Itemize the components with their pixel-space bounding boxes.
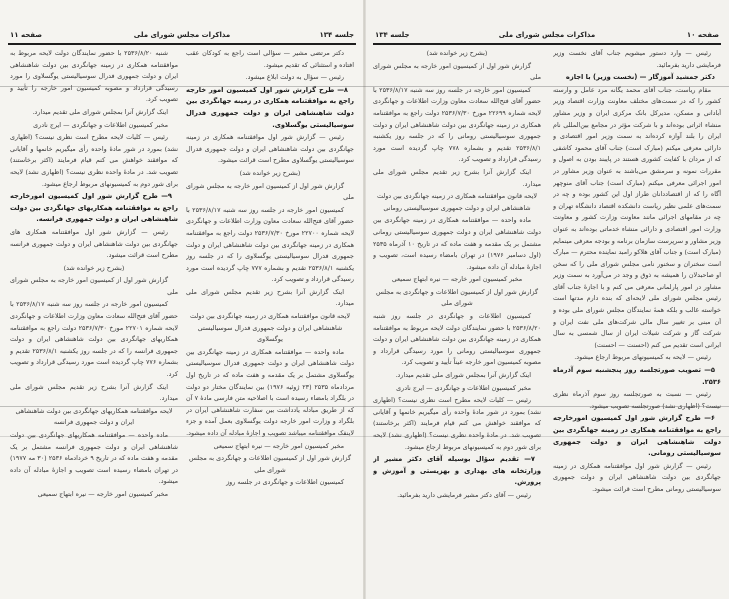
paragraph: ماده واحده — موافقتنامه همکاریهای جهانگردی بین دولت شاهنشاهی ایران و دولت جمهوری فرانسه مشتمل بر یک مقدمه و هفت ماده که در تاریخ ۹ خردادماه ۲۵۳۶ (۳۰ مه ۱۹۷۷) در تهران بامضاء رسیده است تصویب و اجازهٔ مبادله آن داده میشود. — [10, 431, 178, 486]
paragraph: رئیس — وارد دستور میشویم جناب آقای نخست وزیر فرمایشی دارید بفرمائید. — [553, 49, 721, 69]
paragraph: رئیس — گزارش شور اول موافقتنامه همکاری های جهانگردی بین دولت شاهنشاهی ایران و دولت جمهوری فرانسه مطرح است قرائت میشود. — [10, 227, 178, 260]
paragraph: رئیس — لایحه به کمیسیونهای مربوط ارجاع میشود. — [574, 353, 711, 362]
centered-caption: (بشرح زیر خوانده شد) — [426, 49, 488, 57]
paragraph: کمیسیون امور خارجه در جلسه روز سه شنبه ۲۵۳۶/۸/۱۷ با حضور آقای فتح‌الله سعادت معاون وزارت اطلاعات و جهانگردی لایحه شماره ۲۲۷۰۱ مورخ ۲۵۳۶/۷/۳۰ دولت راجع به موافقتنامه همکاریهای جهانگردی بین دولت شاهنشاهی ایران و دولت جمهوری فرانسه را که در جلسه روز یکشنبه ۲۵۳۶/۸/۱ تقدیم و بشماره ۷۷۶ چاپ گردیده است مورد رسیدگی قرارداد و تصویب کرد. — [10, 300, 178, 379]
centered-caption: گزارش شور اول از کمیسیون اطلاعات و جهانگردی به مجلس شورای ملی — [376, 287, 538, 308]
page-header — [10, 31, 354, 43]
page-fold — [363, 0, 366, 599]
text-column-right — [553, 48, 721, 587]
section-heading: ۸— طرح گزارش شور اول کمیسیون امور خارجه راجع به موافقتنامه همکاری در زمینه جهانگردی بین دولت شاهنشاهی ایران و دولت جمهوری فدرال سوسیالیستی یوگسلاوی. — [186, 85, 354, 129]
scan-crease-line — [0, 406, 729, 407]
paragraph: ماده واحده — موافقتنامه همکاری در زمینه جهانگردی بین دولت شاهنشاهی ایران و دولت جمهوری سوسیالیستی رومانی مشتمل بر یک مقدمه و هفت ماده که در تاریخ ۱۰ آذرماه ۲۵۳۵ (اول دسامبر ۱۹۷۶) در تهران بامضاء رسیده است، تصویب و اجازهٔ مبادله آن داده میشود. — [373, 216, 541, 271]
page-header — [375, 31, 719, 43]
paragraph: مخبر کمیسیون اطلاعات و جهانگردی — ایرج نادری — [33, 120, 168, 129]
centered-caption: (بشرح زیر خوانده شد) — [239, 168, 301, 177]
paragraph: گزارش شور اول از کمیسیون امور خارجه به مجلس شورای ملی — [186, 181, 354, 202]
section-heading: ۶— طرح گزارش شور اول کمیسیون امورخارجه راجع به موافقتنامه همکاری در زمینه جهانگردی بین دولت شاهنشاهی ایران و دولت جمهوری سوسیالیستی رومانی. — [553, 414, 721, 458]
paragraph: کمیسیون اطلاعات و جهانگردی در جلسه روز — [226, 478, 344, 487]
section-heading: دکتر جمشید آموزگار — (نخست وزیر) با اجازه — [565, 73, 715, 82]
paragraph: دکتر مرتضی مشیر — سؤالی است راجع به کودکان عقب افتاده و استثنائی که تقدیم میشود. — [186, 49, 354, 69]
paragraph: مخبر کمیسیون اطلاعات و جهانگردی — ایرج نادری — [396, 383, 531, 392]
paragraph: رئیس — آقای دکتر مشیر فرمایشی دارید بفرمائید. — [397, 490, 531, 499]
centered-caption: گزارش شور اول از کمیسیون اطلاعات و جهانگردی به مجلس شورای ملی — [189, 454, 351, 474]
scan-crease-line — [0, 86, 729, 87]
paragraph: کمیسیون اطلاعات و جهانگردی در جلسه روز شنبه ۲۵۳۶/۸/۲۰ با حضور نمایندگان دولت لایحه مربوط به موافقتنامه همکاری در زمینه جهانگردی بین دولت شاهنشاهی ایران و دولت جمهوری سوسیالیستی رومانی را مورد رسیدگی قرارداد و مصوبه کمیسیون امور خارجه عیناً تأیید و تصویب کرد. — [373, 312, 541, 367]
paragraph: اینک گزارش آنرا بشرح زیر تقدیم مجلس شورای ملی میدارد. — [373, 167, 541, 188]
header-rule — [8, 43, 356, 45]
text-column-left — [10, 48, 178, 587]
paragraph: اینک گزارش آنرا بمجلس شورای ملی تقدیم میدارد. — [32, 107, 168, 116]
paragraph: اینک گزارش آنرا بمجلس شورای ملی تقدیم میدارد. — [395, 371, 531, 380]
section-heading: ۹— طرح گزارش شور اول کمیسیون امورخارجه راجع به موافقتنامه همکاریهای جهانگردی بین دولت شاهنشاهی ایران و دولت جمهوری فرانسه. — [10, 192, 178, 224]
page-10 — [365, 0, 729, 599]
paragraph: گزارش شور اول از کمیسیون امور خارجه به مجلس شورای ملی — [10, 276, 178, 296]
page-number: صفحه ۱۰ — [686, 31, 719, 39]
paragraph: رئیس — گزارش شور اول موافقتنامه همکاری در زمینه جهانگردی بین دولت شاهنشاهی ایران و دولت جمهوری فدرال سوسیالیستی یوگسلاوی مطرح است قرائت میشود. — [186, 133, 354, 165]
header-rule — [373, 43, 721, 45]
centered-caption: لایحه قانون موافقتنامه همکاری در زمینه جهانگردی بین دولت شاهنشاهی ایران و دولت جمهوری سوسیالیستی رومانی — [376, 192, 538, 212]
page-11 — [0, 0, 364, 599]
centered-caption: لایحه قانون موافقتنامه همکاری در زمینه جهانگردی بین دولت شاهنشاهی ایران و دولت جمهوری فدرال سوسیالیستی یوگسلاوی — [189, 312, 351, 344]
page-number: صفحه ۱۱ — [10, 31, 43, 39]
paragraph: رئیس — کلیات لایحه مطرح است نظری نیست؟ (اظهاری نشد) بمورد در شور مادهٔ واحده رأی میگیریم خانمها و آقایانی که موافقند خواهش می کنم قیام فرمایند (اکثر برخاستند) تصویب شد. در مادهٔ واحده نظری نیست؟ (اظهاری نشد) لایحه برای شور دوم به کمیسیونهای مربوط ارجاع میشود. — [373, 396, 541, 451]
text-column-right — [186, 48, 354, 587]
paragraph: کمیسیون امور خارجه در جلسه روز سه شنبه ۲۵۳۶/۸/۱۷ با حضور آقای فتح‌الله سعادت معاون وزارت اطلاعات و جهانگردی لایحه شماره ۲۲۷۰۰ مورخ ۲۵۳۶/۷/۳۰ دولت راجع به موافقتنامه همکاری در زمینه جهانگردی بین دولت شاهنشاهی ایران و دولت جمهوری فدرال سوسیالیستی یوگسلاوی را که در جلسه روز یکشنبه ۲۵۳۶/۸/۱ تقدیم و بشماره ۷۷۷ چاپ گردیده است مورد رسیدگی قرارداد و تصویب کرد. — [186, 205, 354, 284]
paragraph: شنبه ۲۵۳۶/۸/۲۰ با حضور نمایندگان دولت لایحه مربوط به موافقتنامه همکاری در زمینه جهانگردی بین دولت شاهنشاهی ایران و دولت جمهوری فدرال سوسیالیستی یوگسلاوی را مورد رسیدگی قرارداد و مصوبه کمیسیون امور خارجه را تأیید و تصویب کرد. — [10, 49, 178, 104]
paragraph: گزارش شور اول از کمیسیون امور خارجه به مجلس شورای ملی — [373, 61, 541, 82]
paragraph: اینک گزارش آنرا بشرح زیر تقدیم مجلس شورای ملی میدارد. — [186, 287, 354, 308]
session-number: جلسه ۱۳۴ — [375, 31, 410, 39]
paragraph: کمیسیون امور خارجه در جلسه روز سه شنبه ۲۵۳۶/۸/۱۷ با حضور آقای فتح‌الله سعادت معاون وزارت اطلاعات و جهانگردی لایحه شماره ۲۲۶۹۹ مورخ ۲۵۳۶/۷/۳۰ دولت راجع به موافقتنامه همکاری در زمینه جهانگردی بین دولت شاهنشاهی ایران و دولت جمهوری سوسیالیستی رومانی را که در جلسه روز یکشنبه ۲۵۳۶/۸/۱ تقدیم و بشماره ۷۷۸ چاپ گردیده است مورد رسیدگی قرارداد و تصویب کرد. — [373, 85, 541, 164]
centered-caption: (بشرح زیر خوانده شد) — [63, 263, 125, 272]
paragraph: مقام ریاست، جناب آقای محمد یگانه مرد عامل و وارسته کشور را که در سمت‌های مختلف معاونت وزارت اقتصاد وزیر آبادانی و مسکن، مدیرکل بانک مرکزی ایران و وزیر مشاور منشاء اثراتی بوده‌اند و با شرکت مؤثر در مجامع بین‌المللی نام ایران را بلند آوازه کرده‌اند به سمت وزیر امور اقتصادی و دارائی معرفی میکنم (مبارک است) جناب آقای محمود کاشفی که از مردان با کفایت کشوری هستند در پایبند بودن به اصول و مقررات نمونه و سرمشق می‌باشند به عنوان وزیر مشاور در امور اجرائی معرفی میکنم (مبارک است) جناب آقای منوچهر آگاه را که از اقتصاددانان طراز اول این کشور بوده و چه در سمت‌های علمی نظیر ریاست دانشکده اقتصاد دانشگاه تهران و چه در مقامهای اجرائی مانند معاونت وزارت کشور و معاونت وزارت امور اقتصادی و دارائی منشاء خدماتی بوده‌اند به عنوان وزیر مشاور و سرپرست سازمان برنامه و بودجه معرفی مینمایم (مبارک است) و جناب آقای هلاکو رامبد نماینده محترم — مبارک است سخنران و سخنور نامی مجلس شورای ملی را که سخن او صاحبدلان را همیشه به ذوق و وجد در می‌آورد به سمت وزیر مشاور در امور پارلمانی معرفی می کنم و با اجازهٔ جناب آقای رئیس مجلس شورای ملی لایحه‌ای که بنده دارم مدتها است خواسته غالب و بلکه همهٔ نمایندگان مجلس شورای ملی بوده و آن مبنی بر تغییر سال مالی شرکت‌های ملی نفت ایران و شرکت گاز و شرکت شیلات ایران از سال شمسی به سال ایرانی است تقدیم می کنم (احسنت — احسنت) — [553, 85, 721, 349]
session-number: جلسه ۱۳۴ — [319, 31, 354, 39]
paragraph: رئیس — گزارش شور اول موافقتنامه همکاری در زمینه جهانگردی بین دولت شاهنشاهی ایران و دولت جمهوری سوسیالیستی رومانی مطرح است قرائت میشود. — [553, 461, 721, 493]
section-heading: ۷— تقدیم سؤال بوسیله آقای دکتر مشیر از وزارتخانه های بهداری و بهزیستی و آموزش و پرورش. — [373, 455, 541, 487]
publication-title: مذاکرات مجلس شورای ملی — [133, 31, 231, 39]
paragraph: رئیس — سؤال به دولت ابلاغ میشود. — [245, 73, 344, 82]
paragraph: ماده واحده — موافقتنامه همکاری در زمینه جهانگردی بین دولت شاهنشاهی ایران و دولت جمهوری فدرال سوسیالیستی یوگسلاوی مشتمل بر یک مقدمه و هفت ماده که در تاریخ اول مردادماه ۲۵۳۵ (۲۳ ژوئیه ۱۹۷۶) بین نمایندگان مختار دو دولت در بلگراد بامضاء رسیده است با اصلاحیه متن فارسی مادهٔ ۷ آن که از طریق مبادله یادداشت بین سفارت شاهنشاهی ایران در بلگراد و وزارت امور خارجه دولت یوگسلاوی بعمل آمده و جزء لاینفک موافقتنامه میباشد تصویب و اجازهٔ مبادله آن داده میشود. — [186, 347, 354, 437]
publication-title: مذاکرات مجلس شورای ملی — [498, 31, 596, 39]
paragraph: رئیس — کلیات لایحه مطرح است نظری نیست؟ (اظهاری نشد) بمورد در شور مادهٔ واحده رأی میگیریم خانمها و آقایانی که موافقند خواهش می کنم قیام فرمایند (اکثر برخاستند) تصویب شد. در مادهٔ واحده نظری نیست؟ (اظهاری نشد) لایحه برای شور دوم به کمیسیونهای مربوط ارجاع میشود. — [10, 133, 178, 188]
section-heading: ۵— تصویب صورتجلسه روز پنجشنبه سوم آذرماه ۲۵۳۶. — [553, 366, 721, 386]
text-column-left — [373, 48, 541, 587]
centered-caption: مخبر کمیسیون امور خارجه — نیره ابتهاج سمیعی — [391, 275, 523, 284]
paragraph: مخبر کمیسیون امور خارجه — نیره ابتهاج سمیعی — [37, 489, 168, 498]
scan-crease-line — [0, 436, 729, 437]
paragraph: اینک گزارش آنرا بشرح زیر تقدیم مجلس شورای ملی میدارد. — [10, 382, 178, 403]
paragraph: مخبر کمیسیون امور خارجه — نیره ابتهاج سمیعی — [213, 441, 344, 450]
paragraph: رئیس — نسبت به صورتجلسه روز سوم آذرماه نظری نیست؟ (اظهاری نشد) صورتجلسه تصویب میشود. — [553, 390, 721, 410]
centered-caption: لایحه موافقتنامه همکاریهای جهانگردی بین دولت شاهنشاهی ایران و دولت جمهوری فرانسه — [15, 406, 173, 427]
